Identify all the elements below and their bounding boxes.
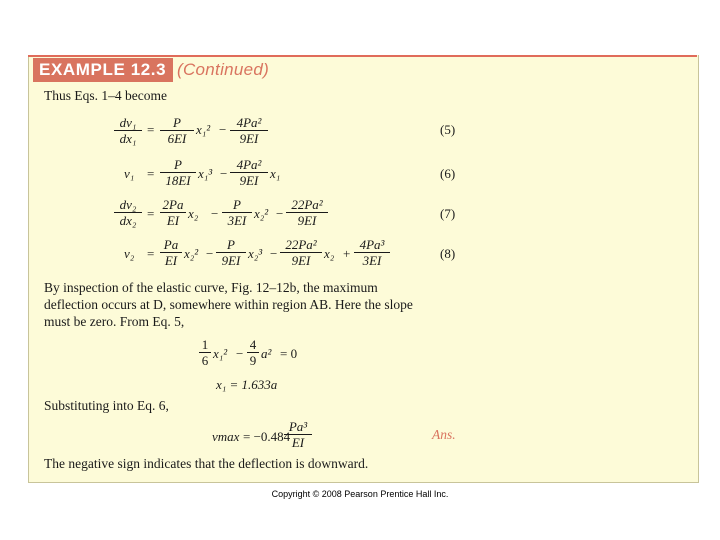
eq8-equals: = (147, 246, 155, 261)
eq7-tag: (7) (440, 206, 456, 221)
example-badge: EXAMPLE 12.3 (33, 58, 173, 82)
eq6-equals: = (147, 166, 155, 181)
slope-var-2: a² (261, 346, 272, 361)
eq8-tag: (8) (440, 246, 456, 261)
vmax-frac: $\frac{\text{Pa³}}{EI}$ (284, 420, 312, 450)
eq5-op: − (219, 122, 227, 137)
slope-frac-2: $\frac{4}{9}$ (247, 338, 259, 368)
eq7-term2: $\frac{P}{3EI}$ (222, 198, 252, 228)
eq8-op: − (206, 246, 214, 261)
slope-var-1: x₁² (213, 346, 228, 361)
header-rule (28, 55, 697, 57)
eq6-term1-var: x₁³ (198, 166, 213, 181)
eq7-equals: = (147, 206, 155, 221)
intro-text: Thus Eqs. 1–4 become (44, 88, 167, 103)
eq8-term3-var: x₂ (324, 246, 335, 261)
eq7-term1-var: x₂ (188, 206, 199, 221)
eq6-op: − (220, 166, 228, 181)
eq7-lhs: $\frac{\text{dv₂}}{\text{dx₂}}$ (114, 198, 142, 228)
eq5-tag: (5) (440, 122, 456, 137)
paragraph-line-1: By inspection of the elastic curve, Fig. 12–12b, the maximum (44, 280, 378, 295)
slope-op: − (236, 346, 244, 361)
eq8-term2: $\frac{P}{9EI}$ (216, 238, 246, 268)
substituting-text: Substituting into Eq. 6, (44, 398, 169, 413)
eq8-op2: − (270, 246, 278, 261)
eq5-lhs: $\frac{\text{dv₁}}{\text{dx₁}}$ (114, 116, 142, 146)
paragraph-line-2: deflection occurs at D, somewhere within region AB. Here the slope (44, 297, 413, 312)
copyright-notice: Copyright © 2008 Pearson Prentice Hall Inc. (271, 489, 449, 499)
eq8-term2-var: x₂³ (248, 246, 263, 261)
eq6-lhs: v₁ (124, 166, 135, 181)
continued-label: (Continued) (177, 60, 270, 79)
eq7-term3: $\frac{\text{22Pa²}}{9EI}$ (286, 198, 328, 228)
vmax-lhs: vmax (212, 429, 240, 444)
eq7-term1: $\frac{2Pa}{EI}$ (160, 198, 186, 228)
eq8-term4: $\frac{\text{4Pa³}}{3EI}$ (354, 238, 390, 268)
slope-frac-1: $\frac{1}{6}$ (199, 338, 211, 368)
eq7-op: − (211, 206, 219, 221)
solution-x1: x₁ = 1.633a (216, 377, 278, 392)
eq5-term1: $\frac{P}{6EI}$ (160, 116, 194, 146)
eq8-op3: + (343, 246, 351, 261)
eq6-tag: (6) (440, 166, 456, 181)
eq6-term2-var: x₁ (270, 166, 281, 181)
slope-rhs: = 0 (280, 346, 298, 361)
conclusion-text: The negative sign indicates that the deflection is downward. (44, 456, 369, 471)
eq5-term2: $\frac{\text{4Pa²}}{9EI}$ (230, 116, 268, 146)
paragraph-line-3: must be zero. From Eq. 5, (44, 314, 185, 329)
eq6-term1: $\frac{P}{18EI}$ (160, 158, 196, 188)
eq8-term3: $\frac{\text{22Pa²}}{9EI}$ (280, 238, 322, 268)
eq5-term1-var: x₁² (196, 122, 211, 137)
eq5-equals: = (147, 122, 155, 137)
vmax-coef: = −0.484 (243, 429, 291, 444)
eq8-lhs: v₂ (124, 246, 135, 261)
ans-label: Ans. (432, 427, 456, 442)
eq7-op2: − (276, 206, 284, 221)
eq7-term2-var: x₂² (254, 206, 269, 221)
eq6-term2: $\frac{\text{4Pa²}}{9EI}$ (230, 158, 268, 188)
eq8-term1-var: x₂² (184, 246, 199, 261)
eq8-term1: $\frac{Pa}{EI}$ (160, 238, 182, 268)
